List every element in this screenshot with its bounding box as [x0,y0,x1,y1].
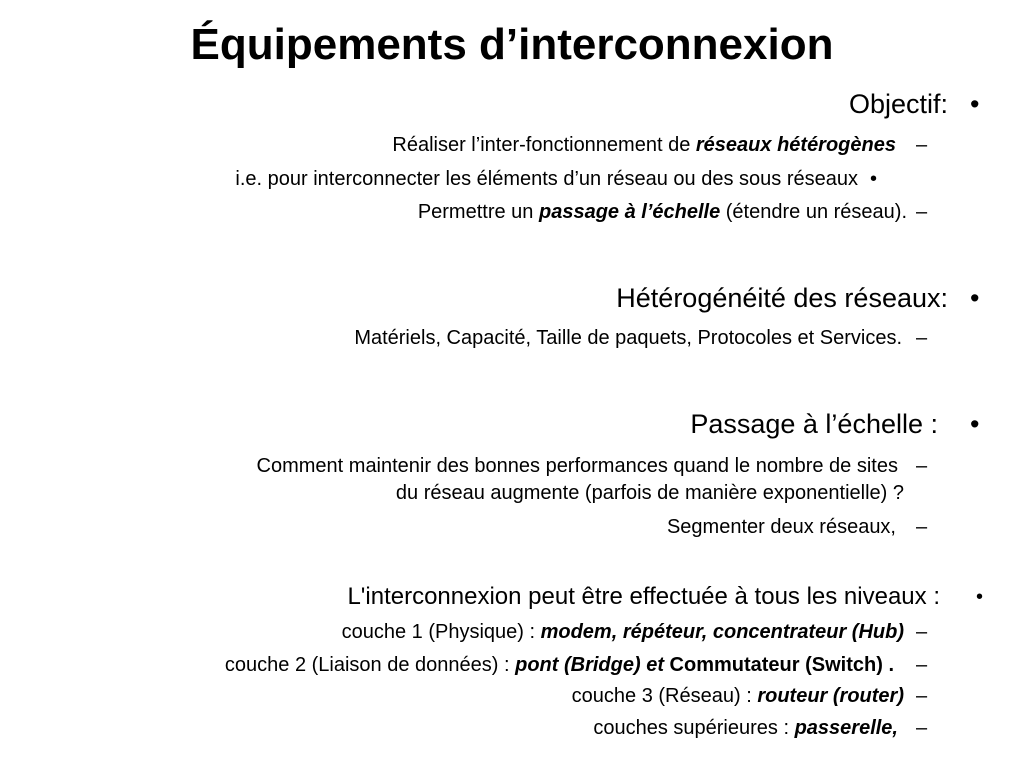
item-text-suffix: (étendre un réseau). [720,201,907,223]
section-heading-heterogeneity: Hétérogénéité des réseaux: [616,283,948,313]
item-emphasis: passage à l’échelle [538,201,721,223]
item-emphasis: modem, répéteur, concentrateur (Hub) [540,621,904,643]
item-emphasis: réseaux hétérogènes [695,134,896,156]
section-heading-scaling: Passage à l’échelle : [690,409,938,439]
list-item-heterogeneity-factors: Matériels, Capacité, Taille de paquets, Protocoles et Services. [354,327,902,349]
bullet-marker: • [870,168,878,190]
list-item-performance-line2: du réseau augmente (parfois de manière exponentielle) ? [395,482,904,504]
bullet-marker: • [970,283,980,313]
section-heading-objectif: Objectif: [848,89,948,119]
item-text: couches supérieures : [593,717,795,739]
list-item-scaling [418,200,907,224]
item-text: couche 1 (Physique) : [341,621,541,643]
list-item-ie-interconnect: i.e. pour interconnecter les éléments d’un réseau ou des sous réseaux [235,168,858,190]
list-item-segment-networks: Segmenter deux réseaux, [666,516,896,538]
section-heading-levels: L'interconnexion peut être effectuée à tous les niveaux : [347,583,940,610]
list-item-performance-line1: Comment maintenir des bonnes performances quand le nombre de sites [256,455,898,477]
dash-marker: – [916,327,928,349]
item-text: Permettre un [417,201,539,223]
dash-marker: – [916,201,928,223]
dash-marker: – [916,654,928,676]
bullet-marker: • [976,586,984,608]
item-emphasis: routeur (router) [757,685,904,707]
item-bold: Commutateur (Switch) . [669,654,894,676]
list-item-layer-2 [225,653,894,677]
dash-marker: – [916,685,928,707]
bullet-marker: • [970,409,980,439]
item-emphasis: pont (Bridge) et [515,654,670,676]
dash-marker: – [916,516,928,538]
dash-marker: – [916,717,928,739]
item-text: Réaliser l’inter-fonctionnement de [392,134,696,156]
item-emphasis: passerelle, [794,717,898,739]
dash-marker: – [916,621,928,643]
list-item-layer-3 [572,684,904,708]
list-item-upper-layers [593,716,898,740]
item-text: couche 3 (Réseau) : [571,685,758,707]
list-item-heterogeneous-networks [392,133,896,157]
item-text: couche 2 (Liaison de données) : [224,654,516,676]
dash-marker: – [916,134,928,156]
dash-marker: – [916,455,928,477]
bullet-marker: • [970,89,980,119]
slide-title: Équipements d’interconnexion [190,20,834,69]
list-item-layer-1 [342,620,904,644]
